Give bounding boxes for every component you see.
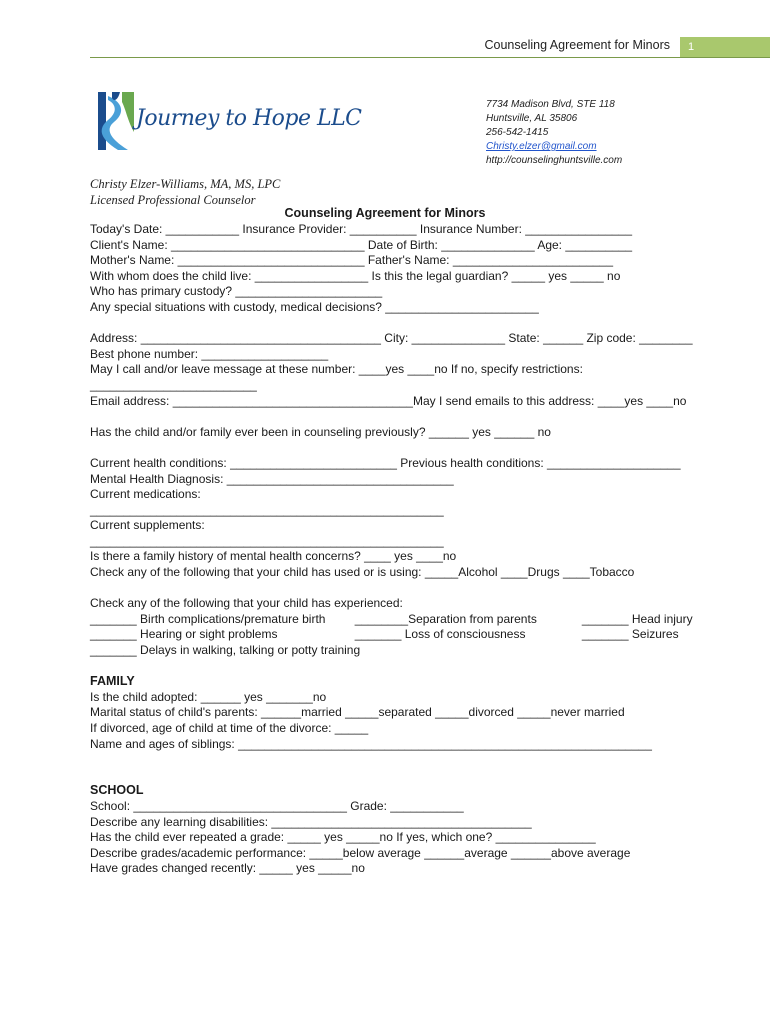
form-line-restrictions[interactable]: _________________________: [90, 377, 257, 392]
city-address: Huntsville, AL 35806: [486, 113, 578, 124]
experience-head-injury[interactable]: _______ Head injury: [581, 611, 693, 626]
experience-row: [90, 627, 730, 643]
form-line-supplements[interactable]: _____________________________________________________: [90, 533, 444, 548]
form-line-family-history[interactable]: Is there a family history of mental health concerns? ____ yes ____no: [90, 549, 457, 564]
form-line-divorce-age[interactable]: If divorced, age of child at time of the divorce: _____: [90, 721, 369, 735]
form-line-adopted[interactable]: Is the child adopted: ______ yes _______no: [90, 689, 327, 704]
form-line-marital-status[interactable]: Marital status of child's parents: ______married _____separated _____divorced _____never married: [90, 705, 625, 720]
company-logo: [92, 92, 362, 154]
street-address: 7734 Madison Blvd, STE 118: [486, 99, 615, 110]
form-line-call-permission[interactable]: May I call and/or leave message at these number: ____yes ____no If no, specify restrictions:: [90, 362, 583, 377]
experience-seizures[interactable]: _______ Seizures: [581, 627, 679, 642]
intake-form: [90, 222, 730, 877]
form-line-health[interactable]: Current health conditions: _________________________ Previous health conditions: ____________________: [90, 455, 681, 470]
form-line-medications-label: Current medications:: [90, 487, 201, 502]
header-title: Counseling Agreement for Minors: [484, 38, 670, 52]
email-link[interactable]: Christy.elzer@gmail.com: [486, 141, 597, 152]
form-line-address[interactable]: Address: ____________________________________ City: ______________ State: ______ Zip code: ________: [90, 331, 693, 346]
form-line-academic-performance[interactable]: Describe grades/academic performance: _____below average ______average ______above average: [90, 845, 631, 860]
website-url[interactable]: http://counselinghuntsville.com: [486, 155, 623, 166]
contact-block: [486, 98, 622, 168]
form-line-substances[interactable]: Check any of the following that your child has used or is using: _____Alcohol ____Drugs ____Tobacco: [90, 565, 635, 580]
logo-text: Journey to Hope LLC: [136, 106, 362, 131]
counselor-name: Christy Elzer-Williams, MA, MS, LPC: [90, 177, 281, 191]
form-line-prior-counseling[interactable]: Has the child and/or family ever been in counseling previously? ______ yes ______ no: [90, 424, 551, 439]
experience-loss-consciousness[interactable]: _______ Loss of consciousness: [354, 627, 526, 642]
form-line-siblings[interactable]: Name and ages of siblings: ______________________________________________________________: [90, 736, 652, 751]
form-line-email[interactable]: Email address: ____________________________________May I send emails to this address: ____yes ____no: [90, 393, 687, 408]
form-line-school[interactable]: School: ________________________________ Grade: ___________: [90, 798, 464, 813]
form-line-medications[interactable]: _____________________________________________________: [90, 502, 444, 517]
experience-separation[interactable]: ________Separation from parents: [354, 611, 537, 626]
form-line-learning-disabilities[interactable]: Describe any learning disabilities: _______________________________________: [90, 814, 532, 829]
page-number: 1: [680, 37, 770, 57]
section-heading-school: SCHOOL: [90, 783, 144, 798]
road-logo-icon: [92, 92, 138, 154]
form-line-experiences-label: Check any of the following that your child has experienced:: [90, 596, 403, 611]
form-line-dates[interactable]: Today's Date: ___________ Insurance Provider: __________ Insurance Number: ________________: [90, 222, 633, 236]
form-line-phone[interactable]: Best phone number: ___________________: [90, 346, 329, 361]
counselor-block: [90, 176, 280, 208]
counselor-title: Licensed Professional Counselor: [90, 193, 256, 207]
form-line-special-custody[interactable]: Any special situations with custody, medical decisions? _______________________: [90, 299, 539, 314]
form-line-residence[interactable]: With whom does the child live: _________________ Is this the legal guardian? _____ yes _____ no: [90, 268, 621, 283]
form-line-repeated-grade[interactable]: Has the child ever repeated a grade: _____ yes _____no If yes, which one? _______________: [90, 830, 596, 845]
form-line-custody[interactable]: Who has primary custody? ______________________: [90, 284, 383, 299]
form-line-client[interactable]: Client's Name: _____________________________ Date of Birth: ______________ Age: __________: [90, 237, 633, 252]
form-line-parents[interactable]: Mother's Name: ____________________________ Father's Name: ________________________: [90, 253, 614, 268]
experience-row: [90, 612, 730, 628]
experience-delays[interactable]: _______ Delays in walking, talking or potty training: [90, 643, 361, 658]
form-line-grades-changed[interactable]: Have grades changed recently: _____ yes _____no: [90, 861, 365, 876]
form-line-diagnosis[interactable]: Mental Health Diagnosis: __________________________________: [90, 471, 454, 486]
experience-hearing-sight[interactable]: _______ Hearing or sight problems: [90, 627, 278, 642]
section-heading-family: FAMILY: [90, 674, 135, 689]
form-title: Counseling Agreement for Minors: [284, 206, 486, 220]
form-line-supplements-label: Current supplements:: [90, 518, 205, 533]
experience-birth-complications[interactable]: _______ Birth complications/premature birth: [90, 611, 326, 626]
phone-number: 256-542-1415: [486, 127, 549, 138]
header-divider: [90, 57, 770, 58]
